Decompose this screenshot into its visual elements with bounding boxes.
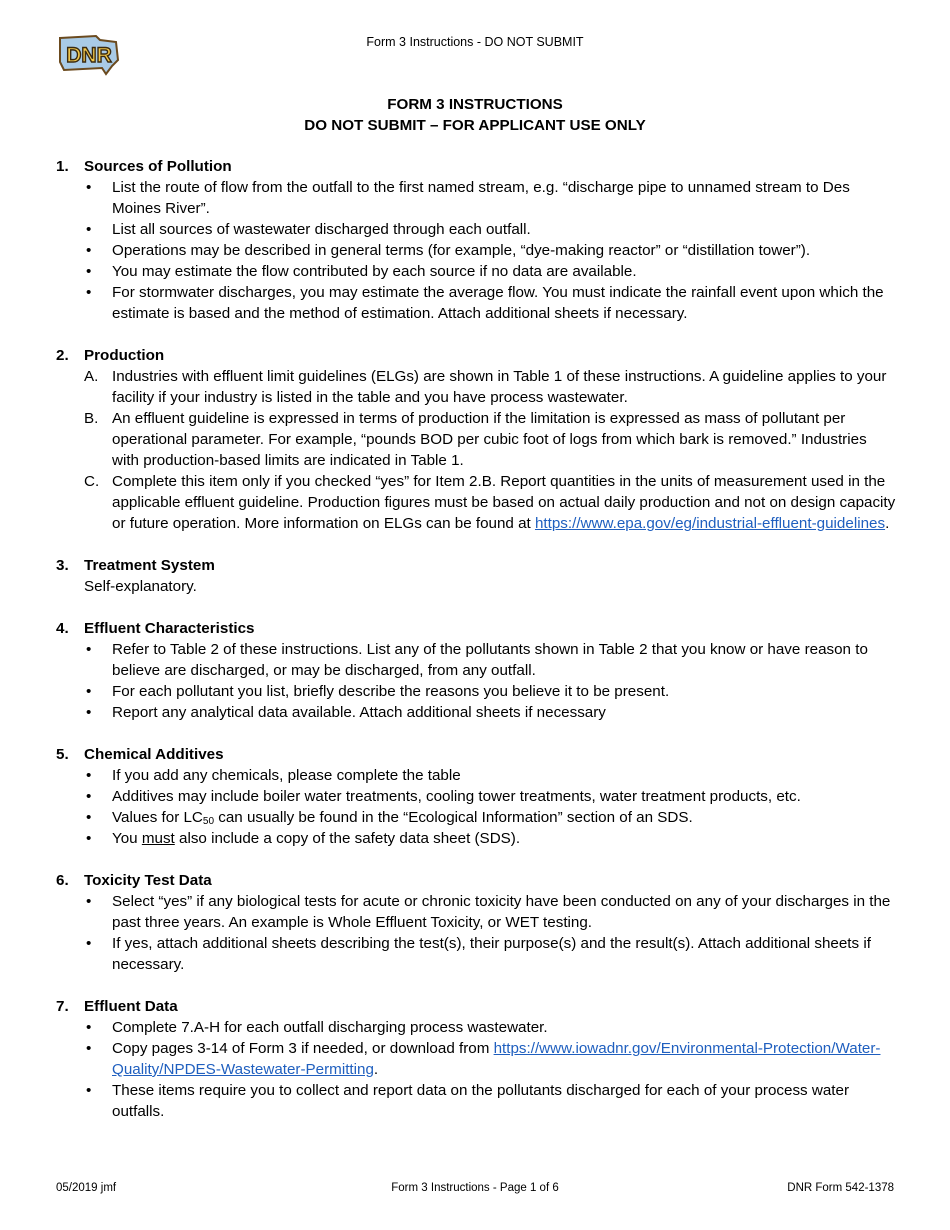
bullet-icon: •	[86, 641, 92, 658]
item-letter: C.	[84, 473, 100, 490]
list-item: • Complete 7.A-H for each outfall discharging process wastewater.	[86, 1019, 548, 1036]
section-title: Sources of Pollution	[84, 158, 232, 175]
title-line-1: FORM 3 INSTRUCTIONS	[387, 96, 563, 113]
epa-elg-link[interactable]: https://www.epa.gov/eg/industrial-effluent-guidelines	[534, 515, 886, 532]
list-item: • List all sources of wastewater discharged through each outfall.	[86, 221, 531, 238]
bullet-icon: •	[86, 284, 92, 301]
list-item: • For each pollutant you list, briefly describe the reasons you believe it to be present.	[86, 683, 670, 700]
list-item: B. An effluent guideline is expressed in terms of production if the limitation is expressed as mass of pollutant per operational parameter. For example, “pounds BOD per cubic foot of logs from which bark is removed.” Industries with production-based limits are indicated in Table 1.	[84, 410, 867, 469]
list-item: • These items require you to collect and report data on the pollutants discharged for each of your process water outfalls.	[86, 1082, 850, 1120]
svg-text:DNR: DNR	[66, 44, 112, 67]
list-item: • Values for $LC_{50}$ can usually be found in the “Ecological Information” section of an SDS.	[86, 809, 693, 827]
footer-date: 05/2019 jmf	[56, 1182, 117, 1194]
footer-form-number: DNR Form 542-1378	[787, 1182, 894, 1194]
list-item: • If yes, attach additional sheets describing the test(s), their purpose(s) and the result(s). Attach additional sheets if necessary.	[86, 935, 871, 973]
bullet-icon: •	[86, 830, 92, 847]
list-item: • If you add any chemicals, please complete the table	[86, 767, 461, 784]
section-title: Chemical Additives	[84, 746, 224, 763]
list-item: • Report any analytical data available. Attach additional sheets if necessary	[86, 704, 606, 721]
section-number: 4.	[56, 620, 69, 637]
section-effluent-characteristics	[56, 618, 896, 723]
bullet-icon: •	[86, 179, 92, 196]
page-header: Form 3 Instructions - DO NOT SUBMIT	[366, 35, 584, 49]
bullet-icon: •	[86, 935, 92, 952]
section-sources-of-pollution	[56, 156, 896, 324]
must-emphasis: must	[141, 830, 175, 847]
section-title: Toxicity Test Data	[84, 872, 212, 889]
section-text: Self-explanatory.	[84, 578, 197, 595]
list-item: • Refer to Table 2 of these instructions. List any of the pollutants shown in Table 2 that you know or have reason to believe are discharged, or may be discharged, from any outfall.	[86, 641, 868, 679]
list-item: • Additives may include boiler water treatments, cooling tower treatments, water treatment products, etc.	[86, 788, 801, 805]
section-number: 5.	[56, 746, 69, 763]
bullet-icon: •	[86, 683, 92, 700]
section-title: Effluent Characteristics	[84, 620, 255, 637]
bullet-icon: •	[86, 1082, 92, 1099]
list-item: C. Complete this item only if you checked “yes” for Item 2.B. Report quantities in the units of measurement used in the applicable effluent guideline. Production figures must be based on actual daily production and not on design capacity or future operation. More information on ELGs can be found at https://www.epa.gov/eg/industrial-effluent-guidelines.	[84, 473, 896, 532]
section-number: 6.	[56, 872, 69, 889]
bullet-icon: •	[86, 263, 92, 280]
bullet-icon: •	[86, 767, 92, 784]
section-number: 2.	[56, 347, 69, 364]
section-title: Effluent Data	[84, 998, 178, 1015]
section-treatment-system	[56, 555, 896, 597]
item-letter: B.	[84, 410, 99, 427]
footer-page-number: Form 3 Instructions - Page 1 of 6	[391, 1182, 559, 1194]
bullet-icon: •	[86, 893, 92, 910]
lc50-subscript: 50	[202, 816, 215, 827]
bullet-icon: •	[86, 809, 92, 826]
section-number: 1.	[56, 158, 69, 175]
bullet-icon: •	[86, 788, 92, 805]
bullet-icon: •	[86, 1019, 92, 1036]
bullet-icon: •	[86, 242, 92, 259]
section-title: Treatment System	[84, 557, 215, 574]
section-number: 3.	[56, 557, 69, 574]
instructions-body	[56, 156, 896, 1143]
section-toxicity-test-data	[56, 870, 896, 975]
list-item: • Select “yes” if any biological tests for acute or chronic toxicity have been conducted on any of your discharges in the past three years. An example is Whole Effluent Toxicity, or WET testing.	[86, 893, 891, 931]
bullet-icon: •	[86, 221, 92, 238]
section-title: Production	[84, 347, 165, 364]
title-line-2: DO NOT SUBMIT – FOR APPLICANT USE ONLY	[304, 117, 646, 134]
section-chemical-additives	[56, 744, 896, 849]
section-effluent-data	[56, 996, 896, 1122]
list-item: • For stormwater discharges, you may estimate the average flow. You must indicate the rainfall event upon which the estimate is based and the method of estimation. Attach additional sheets if necessary.	[86, 284, 884, 322]
list-item: A. Industries with effluent limit guidelines (ELGs) are shown in Table 1 of these instructions. A guideline applies to your facility if your industry is listed in the table and you have process wastewater.	[84, 368, 887, 406]
bullet-icon: •	[86, 704, 92, 721]
list-item: • Operations may be described in general terms (for example, “dye-making reactor” or “distillation tower”).	[86, 242, 811, 259]
iowadnr-npdes-link[interactable]: https://www.iowadnr.gov/Environmental-Protection/Water-Quality/NPDES-Wastewater-Permitting	[112, 1040, 881, 1078]
item-letter: A.	[84, 368, 99, 385]
document-title	[0, 94, 950, 136]
list-item: • You may estimate the flow contributed by each source if no data are available.	[86, 263, 637, 280]
bullet-icon: •	[86, 1040, 92, 1057]
list-item: • You must also include a copy of the safety data sheet (SDS).	[86, 830, 521, 847]
list-item: • List the route of flow from the outfall to the first named stream, e.g. “discharge pipe to unnamed stream to Des Moines River”.	[86, 179, 850, 217]
section-production	[56, 345, 896, 534]
list-item: • Copy pages 3-14 of Form 3 if needed, or download from https://www.iowadnr.gov/Environmental-Protection/Water-Quality/NPDES-Wastewater-Permitting.	[86, 1040, 881, 1078]
section-number: 7.	[56, 998, 69, 1015]
